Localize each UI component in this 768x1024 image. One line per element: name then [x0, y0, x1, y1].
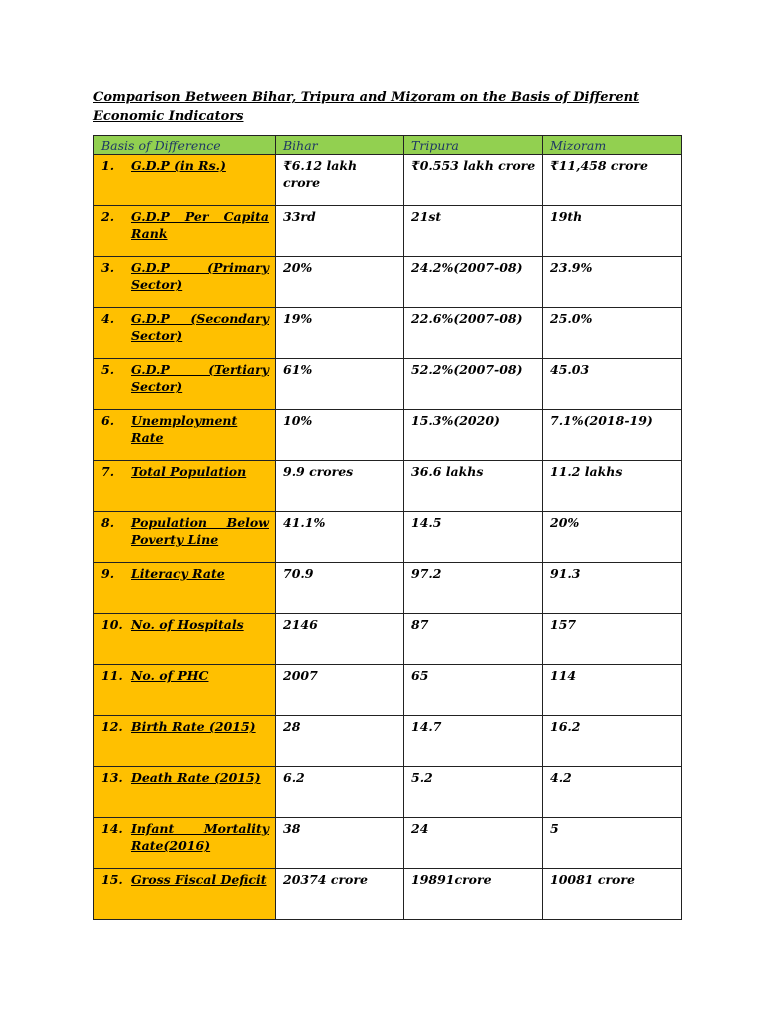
row-label-cell	[94, 614, 276, 665]
row-label-cell	[94, 512, 276, 563]
table-row	[94, 257, 682, 308]
cell-mizoram: 10081 crore	[543, 869, 682, 920]
cell-tripura: 21st	[404, 206, 543, 257]
table-row	[94, 767, 682, 818]
cell-mizoram: 5	[543, 818, 682, 869]
cell-mizoram: 11.2 lakhs	[543, 461, 682, 512]
row-label-cell	[94, 563, 276, 614]
table-row	[94, 308, 682, 359]
row-label-cell	[94, 665, 276, 716]
row-number: 15.	[101, 872, 123, 887]
row-number: 2.	[101, 209, 115, 224]
row-label: Infant Mortality Rate(2016)	[131, 821, 269, 853]
cell-mizoram: 25.0%	[543, 308, 682, 359]
cell-bihar: 2146	[276, 614, 404, 665]
cell-bihar: 41.1%	[276, 512, 404, 563]
row-label: Unemployment Rate	[131, 413, 238, 445]
table-row	[94, 665, 682, 716]
cell-bihar: 38	[276, 818, 404, 869]
table-row	[94, 410, 682, 461]
row-label: Literacy Rate	[131, 566, 225, 581]
header-basis: Basis of Difference	[94, 136, 276, 155]
row-label: G.D.P (Tertiary Sector)	[131, 362, 269, 394]
cell-tripura: 65	[404, 665, 543, 716]
cell-tripura: 24.2%(2007-08)	[404, 257, 543, 308]
row-label: Gross Fiscal Deficit	[131, 872, 267, 887]
cell-mizoram: 45.03	[543, 359, 682, 410]
row-number: 1.	[101, 158, 115, 173]
row-label-cell	[94, 155, 276, 206]
header-mizoram: Mizoram	[543, 136, 682, 155]
cell-bihar: 33rd	[276, 206, 404, 257]
comparison-table	[93, 135, 682, 920]
table-row	[94, 512, 682, 563]
row-label: No. of PHC	[131, 668, 209, 683]
row-number: 3.	[101, 260, 115, 275]
cell-bihar: 2007	[276, 665, 404, 716]
table-row	[94, 359, 682, 410]
row-label-cell	[94, 359, 276, 410]
cell-mizoram: 7.1%(2018-19)	[543, 410, 682, 461]
row-label: Population Below Poverty Line	[131, 515, 269, 547]
cell-tripura: 24	[404, 818, 543, 869]
cell-tripura: 14.5	[404, 512, 543, 563]
row-label-cell	[94, 410, 276, 461]
row-label-cell	[94, 767, 276, 818]
table-row	[94, 614, 682, 665]
row-label-cell	[94, 257, 276, 308]
cell-mizoram: 20%	[543, 512, 682, 563]
page-title: Comparison Between Bihar, Tripura and Mizoram on the Basis of Different Economic Indicators	[93, 90, 640, 124]
table-row	[94, 206, 682, 257]
cell-tripura: 36.6 lakhs	[404, 461, 543, 512]
cell-bihar: 28	[276, 716, 404, 767]
table-row	[94, 716, 682, 767]
cell-tripura: 87	[404, 614, 543, 665]
row-label: No. of Hospitals	[131, 617, 244, 632]
cell-tripura: 52.2%(2007-08)	[404, 359, 543, 410]
table-body	[94, 155, 682, 920]
cell-bihar: 20%	[276, 257, 404, 308]
row-label-cell	[94, 461, 276, 512]
cell-mizoram: 16.2	[543, 716, 682, 767]
cell-tripura: 22.6%(2007-08)	[404, 308, 543, 359]
cell-bihar: ₹6.12 lakh crore	[276, 155, 404, 206]
table-row	[94, 461, 682, 512]
row-number: 8.	[101, 515, 115, 530]
row-number: 10.	[101, 617, 123, 632]
cell-tripura: ₹0.553 lakh crore	[404, 155, 543, 206]
cell-tripura: 15.3%(2020)	[404, 410, 543, 461]
row-label-cell	[94, 818, 276, 869]
cell-bihar: 9.9 crores	[276, 461, 404, 512]
row-number: 12.	[101, 719, 123, 734]
cell-mizoram: 4.2	[543, 767, 682, 818]
cell-bihar: 19%	[276, 308, 404, 359]
row-label-cell	[94, 308, 276, 359]
cell-mizoram: 157	[543, 614, 682, 665]
cell-tripura: 5.2	[404, 767, 543, 818]
row-label: Death Rate (2015)	[131, 770, 261, 785]
table-header-row	[94, 136, 682, 155]
cell-mizoram: 91.3	[543, 563, 682, 614]
row-number: 14.	[101, 821, 123, 836]
header-bihar: Bihar	[276, 136, 404, 155]
row-label: Total Population	[131, 464, 247, 479]
row-label-cell	[94, 716, 276, 767]
row-number: 4.	[101, 311, 115, 326]
table-row	[94, 155, 682, 206]
cell-mizoram: 114	[543, 665, 682, 716]
row-number: 5.	[101, 362, 115, 377]
table-row	[94, 563, 682, 614]
row-number: 9.	[101, 566, 115, 581]
table-row	[94, 869, 682, 920]
cell-bihar: 20374 crore	[276, 869, 404, 920]
row-label: G.D.P (in Rs.)	[131, 158, 226, 173]
table-row	[94, 818, 682, 869]
cell-bihar: 61%	[276, 359, 404, 410]
cell-mizoram: 19th	[543, 206, 682, 257]
cell-bihar: 10%	[276, 410, 404, 461]
row-number: 6.	[101, 413, 115, 428]
cell-bihar: 70.9	[276, 563, 404, 614]
header-tripura: Tripura	[404, 136, 543, 155]
cell-tripura: 19891crore	[404, 869, 543, 920]
cell-bihar: 6.2	[276, 767, 404, 818]
cell-mizoram: 23.9%	[543, 257, 682, 308]
row-number: 11.	[101, 668, 123, 683]
row-label: G.D.P (Primary Sector)	[131, 260, 269, 292]
row-number: 7.	[101, 464, 115, 479]
row-label: Birth Rate (2015)	[131, 719, 256, 734]
cell-tripura: 14.7	[404, 716, 543, 767]
row-number: 13.	[101, 770, 123, 785]
row-label: G.D.P Per Capita Rank	[131, 209, 269, 241]
row-label-cell	[94, 869, 276, 920]
cell-tripura: 97.2	[404, 563, 543, 614]
cell-mizoram: ₹11,458 crore	[543, 155, 682, 206]
row-label-cell	[94, 206, 276, 257]
row-label: G.D.P (Secondary Sector)	[131, 311, 269, 343]
